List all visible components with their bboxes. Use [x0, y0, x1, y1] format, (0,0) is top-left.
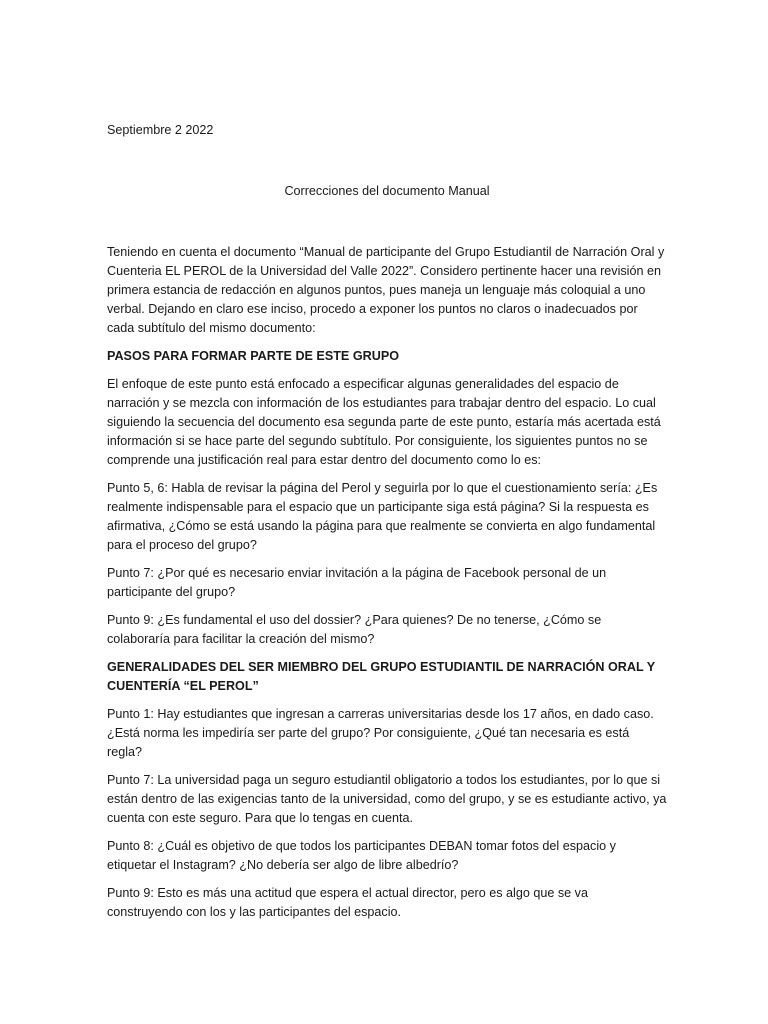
point-paragraph: Punto 9: ¿Es fundamental el uso del dossier? ¿Para quienes? De no tenerse, ¿Cómo se colaboraría para facilitar la creación del mismo?: [107, 613, 602, 646]
point-paragraph: Punto 1: Hay estudiantes que ingresan a carreras universitarias desde los 17 años, en dado caso. ¿Está norma les impediría ser parte del grupo? Por consiguiente, ¿Qué tan necesaria es está regla?: [107, 707, 654, 759]
point-paragraph: Punto 7: ¿Por qué es necesario enviar invitación a la página de Facebook personal de un participante del grupo?: [107, 566, 607, 599]
point-paragraph: Punto 9: Esto es más una actitud que espera el actual director, pero es algo que se va construyendo con los y las participantes del espacio.: [107, 886, 588, 919]
point-paragraph: Punto 7: La universidad paga un seguro estudiantil obligatorio a todos los estudiantes, por lo que si están dentro de las exigencias tanto de la universidad, como del grupo, y se es estudiante activo, ya cuenta con este seguro. Para que lo tengas en cuenta.: [107, 773, 667, 825]
document-title: Correcciones del documento Manual: [284, 184, 490, 198]
point-paragraph: Punto 5, 6: Habla de revisar la página del Perol y seguirla por lo que el cuestionamiento sería: ¿Es realmente indispensable para el espacio que un participante siga está página? Si la respuesta es afirmativa, ¿Cómo se está usando la página para que realmente se convierta en algo fundamental para el proceso del grupo?: [107, 481, 658, 552]
intro-paragraph: Teniendo en cuenta el documento “Manual de participante del Grupo Estudiantil de Narración Oral y Cuenteria EL PEROL de la Universidad del Valle 2022”. Considero pertinente hacer una revisión en primera estancia de redacción en algunos puntos, pues maneja un lenguaje más coloquial a uno verbal. Dejando en claro ese inciso, procedo a exponer los puntos no claros o inadecuados por cada subtítulo del mismo documento:: [107, 245, 665, 335]
document-body: [107, 121, 667, 922]
section-heading-pasos: PASOS PARA FORMAR PARTE DE ESTE GRUPO: [107, 349, 400, 363]
section-heading-generalidades: GENERALIDADES DEL SER MIEMBRO DEL GRUPO ESTUDIANTIL DE NARRACIÓN ORAL Y CUENTERÍA “EL PEROL”: [107, 660, 655, 693]
point-paragraph: Punto 8: ¿Cuál es objetivo de que todos los participantes DEBAN tomar fotos del espacio y etiquetar el Instagram? ¿No debería ser algo de libre albedrío?: [107, 839, 616, 872]
section-paragraph-pasos: El enfoque de este punto está enfocado a especificar algunas generalidades del espacio de narración y se mezcla con información de los estudiantes para trabajar dentro del espacio. Lo cual siguiendo la secuencia del documento esa segunda parte de este punto, estaría más acertada está información si se hace parte del segundo subtítulo. Por consiguiente, los siguientes puntos no se comprende una justificación real para estar dentro del documento como lo es:: [107, 377, 661, 467]
document-date: Septiembre 2 2022: [107, 123, 214, 137]
